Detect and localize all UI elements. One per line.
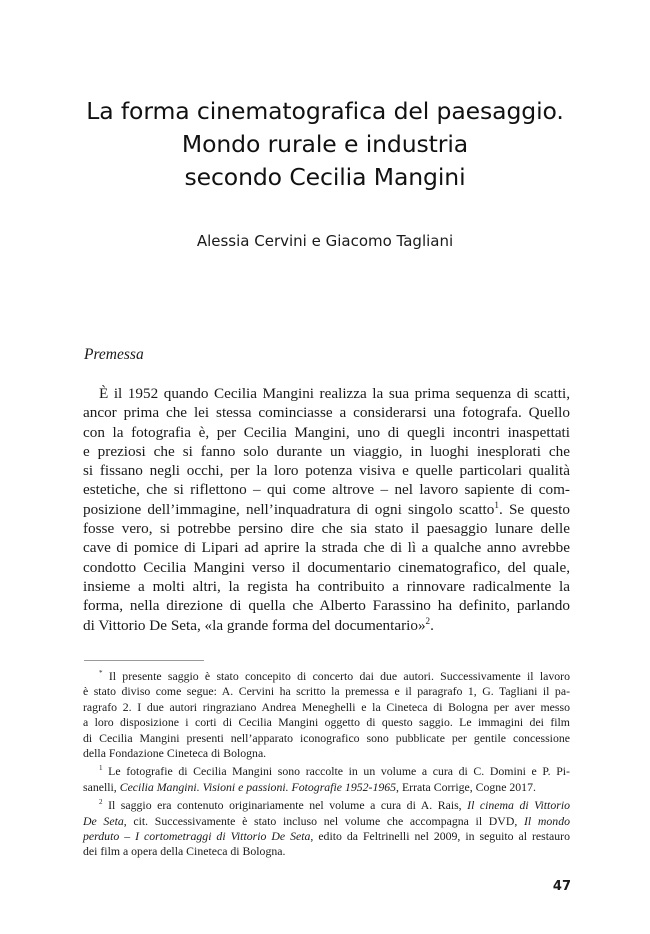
footnote-line: è stato diviso come segue: A. Cervini ha scritto la premessa e il paragrafo 1, G. Tagliani il pa- [83, 684, 570, 699]
book-title: perduto – I cortometraggi di Vittorio De Seta [83, 829, 311, 844]
paragraph-line: È il 1952 quando Cecilia Mangini realizza la sua prima sequenza di scatti, [99, 385, 570, 402]
footnote-separator [84, 660, 204, 661]
footnote-ref-1[interactable]: 1 [494, 499, 499, 510]
footnote-ref-2[interactable]: 2 [425, 615, 431, 626]
footnote-line [83, 764, 570, 779]
footnote-line [83, 814, 570, 829]
footnote-line: a loro disposizione i corti di Cecilia Mangini oggetto di questo saggio. Le immagini dei film [83, 715, 570, 730]
chapter-title-line: Mondo rurale e industria [181, 130, 469, 158]
footnote-line [83, 780, 570, 795]
chapter-title [40, 95, 610, 194]
line-text: sanelli, [83, 779, 120, 794]
chapter-title-line: La forma cinematografica del paesaggio. [86, 97, 564, 125]
paragraph-line: forma, nella direzione di quella che Alberto Farassino ha definito, parlando [83, 597, 570, 615]
paragraph-line: e preziosi che si fanno solo durante un viaggio, in luoghi inesplorati che [83, 442, 570, 460]
paragraph-line: con la fotografia è, per Cecilia Mangini, uno di quegli incontri inaspettati [83, 423, 570, 441]
line-text: Il presente saggio è stato concepito di concerto dai due autori. Successivamente il lavoro [102, 669, 570, 683]
line-text: . [430, 616, 434, 634]
footnote-marker: 1 [99, 764, 103, 773]
paragraph-line: cave di pomice di Lipari ad aprire la strada che di lì a qualche anno avrebbe [83, 539, 570, 557]
paragraph-line: si fissano negli occhi, per la loro potenza visiva e quelle particolari qualità [83, 462, 570, 480]
footnote-marker: * [99, 669, 103, 678]
line-text: Le fotografie di Cecilia Mangini sono raccolte in un volume a cura di C. Domini e P. Pi- [102, 764, 570, 779]
footnote-line: di Cecilia Mangini presenti nell’apparato iconografico sono pubblicate per gentile concessione [83, 730, 570, 745]
paragraph-line: condotto Cecilia Mangini verso il documentario cinematografico, del quale, [83, 558, 570, 576]
footnote-line [83, 798, 570, 813]
footnote-2 [83, 798, 570, 860]
footnote-star [83, 669, 570, 761]
page-number: 47 [552, 879, 571, 894]
book-title: Il mondo [523, 813, 570, 828]
book-title: De Seta [83, 813, 124, 828]
book-title: Il cinema di Vittorio [467, 798, 570, 813]
section-heading: Premessa [84, 346, 144, 363]
body-paragraph [83, 384, 570, 635]
line-text: , Errata Corrige, Cogne 2017. [396, 779, 536, 794]
footnotes [83, 669, 570, 863]
paragraph-line: ancor prima che lei stessa cominciasse a considerarsi una fotografa. Quello [83, 404, 570, 422]
footnote-line [83, 829, 570, 844]
paragraph-line: insieme a molti altri, la regista ha contribuito a rinnovare radicalmente la [83, 577, 570, 595]
line-text: . Se questo [498, 500, 570, 518]
line-text: posizione dell’immagine, nell’inquadratura di ogni singolo scatto [83, 500, 495, 518]
footnote-marker: 2 [99, 798, 103, 807]
footnote-line: dei film a opera della Cineteca di Bologna. [83, 844, 286, 859]
footnote-line [83, 669, 570, 684]
paragraph-line [83, 500, 570, 519]
paragraph-line: estetiche, che si riflettono – qui come altrove – nel lavoro sapiente di com- [83, 481, 570, 499]
footnote-line: della Fondazione Cineteca di Bologna. [83, 746, 267, 761]
authors-line: Alessia Cervini e Giacomo Tagliani [196, 232, 454, 250]
book-title: Cecilia Mangini. Visioni e passioni. Fotografie 1952-1965 [119, 779, 397, 794]
paragraph-line [83, 616, 570, 635]
line-text: di Vittorio De Seta, «la grande forma del documentario» [83, 616, 426, 634]
line-text: , cit. Successivamente è stato incluso nel volume che accompagna il DVD, [123, 813, 524, 828]
paragraph-line: fosse vero, si potrebbe persino dire che sia stato il paesaggio lunare delle [83, 520, 570, 538]
chapter-title-line: secondo Cecilia Mangini [184, 163, 466, 191]
line-text: , edito da Feltrinelli nel 2009, in seguito al restauro [310, 829, 570, 844]
footnote-1 [83, 764, 570, 795]
line-text: Il saggio era contenuto originariamente nel volume a cura di A. Rais, [102, 798, 468, 813]
footnote-line: ragrafo 2. I due autori ringraziano Andrea Meneghelli e la Cineteca di Bologna per aver messo [83, 699, 570, 714]
